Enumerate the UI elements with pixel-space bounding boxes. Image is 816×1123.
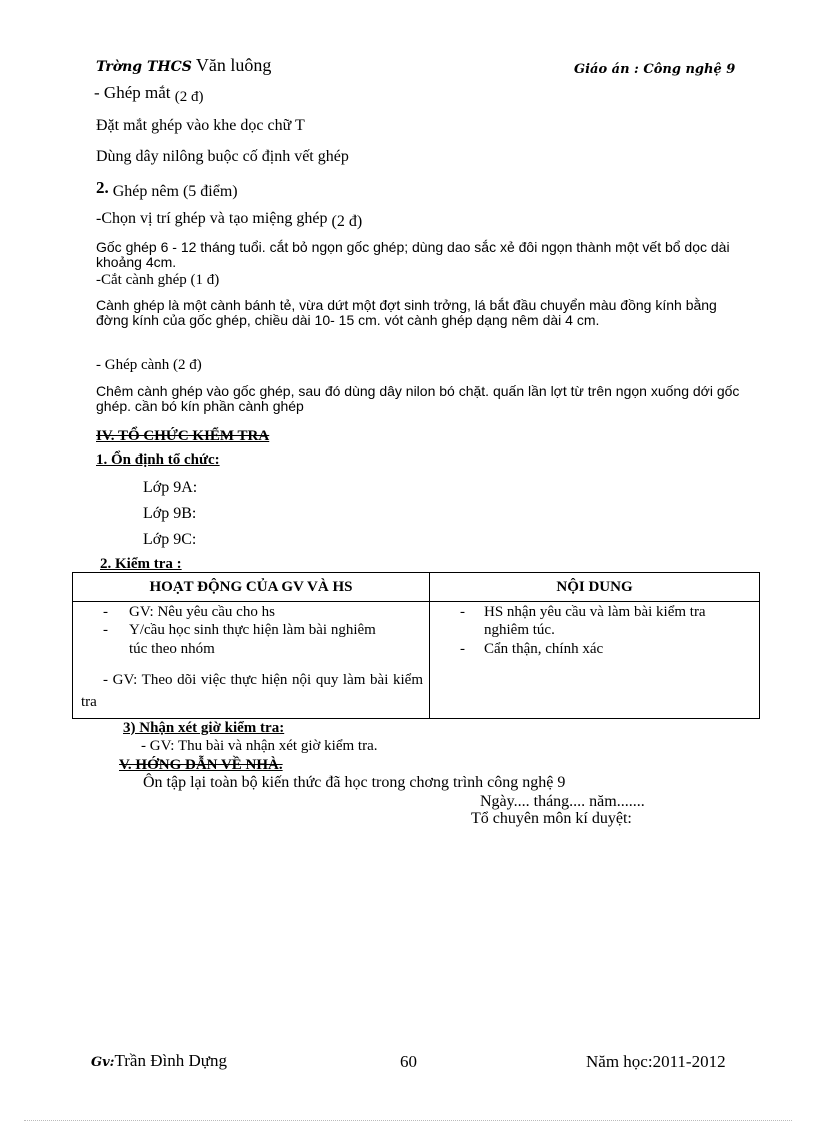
- branch-graft-title: - Ghép cành (2 đ): [96, 357, 202, 373]
- choose-position-line: [96, 210, 362, 228]
- wedge-heading: [96, 178, 238, 198]
- content-item: - HS nhận yêu cầu và làm bài kiểm tra nghiêm túc.: [460, 604, 706, 638]
- signature-date: Ngày.... tháng.... năm.......: [480, 793, 645, 810]
- page-header: [96, 55, 271, 76]
- teacher-activity-extra: - GV: Theo dõi việc thực hiện nội quy làm bài kiểm tra: [81, 672, 423, 710]
- col-content-header: NỘI DUNG: [430, 573, 760, 602]
- section-iv-sub2: 2. Kiểm tra :: [100, 556, 182, 572]
- graft-eye-line-2: Dùng dây nilông buộc cố định vết ghép: [96, 148, 349, 165]
- graft-eye-points: (2 đ): [174, 89, 204, 105]
- choose-position-title: -Chọn vị trí ghép và tạo miệng ghép: [96, 210, 328, 227]
- section-v-text: Ôn tập lại toàn bộ kiến thức đã học trong chơng trình công nghệ 9: [143, 774, 566, 791]
- graft-eye-title: - Ghép mắt: [94, 83, 171, 102]
- choose-position-text: Gốc ghép 6 - 12 tháng tuổi. cắt bỏ ngọn gốc ghép; dùng dao sắc xẻ đôi ngọn thành một vết bổ dọc dài khoảng 4cm.: [96, 239, 730, 270]
- class-9b: Lớp 9B:: [143, 505, 197, 522]
- content-item: - Cẩn thận, chính xác: [460, 641, 604, 657]
- activity-table-header-row: [73, 573, 760, 602]
- bottom-divider: [24, 1120, 792, 1121]
- footer-teacher-name: Trần Đình Dựng: [114, 1051, 227, 1070]
- class-9c: Lớp 9C:: [143, 531, 197, 548]
- footer-teacher-label: Gv:: [91, 1055, 115, 1070]
- footer-teacher: [91, 1051, 227, 1071]
- graft-eye-line-1: Đặt mắt ghép vào khe dọc chữ T: [96, 117, 305, 134]
- page-number: 60: [400, 1052, 417, 1071]
- review-text: - GV: Thu bài và nhận xét giờ kiểm tra.: [141, 738, 378, 754]
- wedge-number: 2.: [96, 178, 109, 197]
- header-lesson-plan: Giáo án : Công nghệ 9: [574, 62, 736, 77]
- branch-graft-text: Chêm cành ghép vào gốc ghép, sau đó dùng dây nilon bó chặt. quấn lần lợt từ trên ngọn xuống dới gốc ghép. cần bó kín phần cành ghép: [96, 383, 740, 414]
- teacher-activity-item: - GV: Nêu yêu cầu cho hs: [103, 604, 275, 620]
- choose-position-points: (2 đ): [331, 213, 363, 230]
- section-iv-sub1: 1. Ổn định tổ chức:: [96, 452, 220, 468]
- graft-eye-title-line: [94, 83, 203, 103]
- cut-branch-title: -Cắt cành ghép (1 đ): [96, 272, 220, 288]
- cut-branch-text: Cành ghép là một cành bánh tẻ, vừa dứt một đợt sinh trởng, lá bắt đầu chuyển màu đồng kính bằng đờng kính của gốc ghép, chiều dài 10- 15 cm. vót cành ghép dạng nêm dài 4 cm.: [96, 297, 717, 328]
- header-school-script: Trờng THCS: [96, 59, 192, 75]
- content-cell: [430, 602, 760, 719]
- teacher-activity-item: - Y/cầu học sinh thực hiện làm bài nghiêm túc theo nhóm: [103, 622, 376, 657]
- teacher-activity-cell: [73, 602, 430, 719]
- activity-table: [72, 572, 760, 719]
- review-title: 3) Nhận xét giờ kiểm tra:: [123, 720, 285, 736]
- section-v-title: V. HỚNG DẪN VỀ NHÀ.: [119, 757, 283, 773]
- section-iv-title: IV. TỔ CHỨC KIỂM TRA: [96, 428, 270, 444]
- footer-school-year: Năm học:2011-2012: [586, 1052, 726, 1071]
- signature-approval: Tổ chuyên môn kí duyệt:: [471, 810, 632, 827]
- wedge-title: Ghép nêm (5 điểm): [112, 183, 238, 200]
- col-teacher-student-header: HOẠT ĐỘNG CỦA GV VÀ HS: [73, 573, 430, 602]
- header-school-name: Văn luông: [195, 55, 272, 75]
- class-9a: Lớp 9A:: [143, 479, 198, 496]
- activity-table-row: [73, 602, 760, 719]
